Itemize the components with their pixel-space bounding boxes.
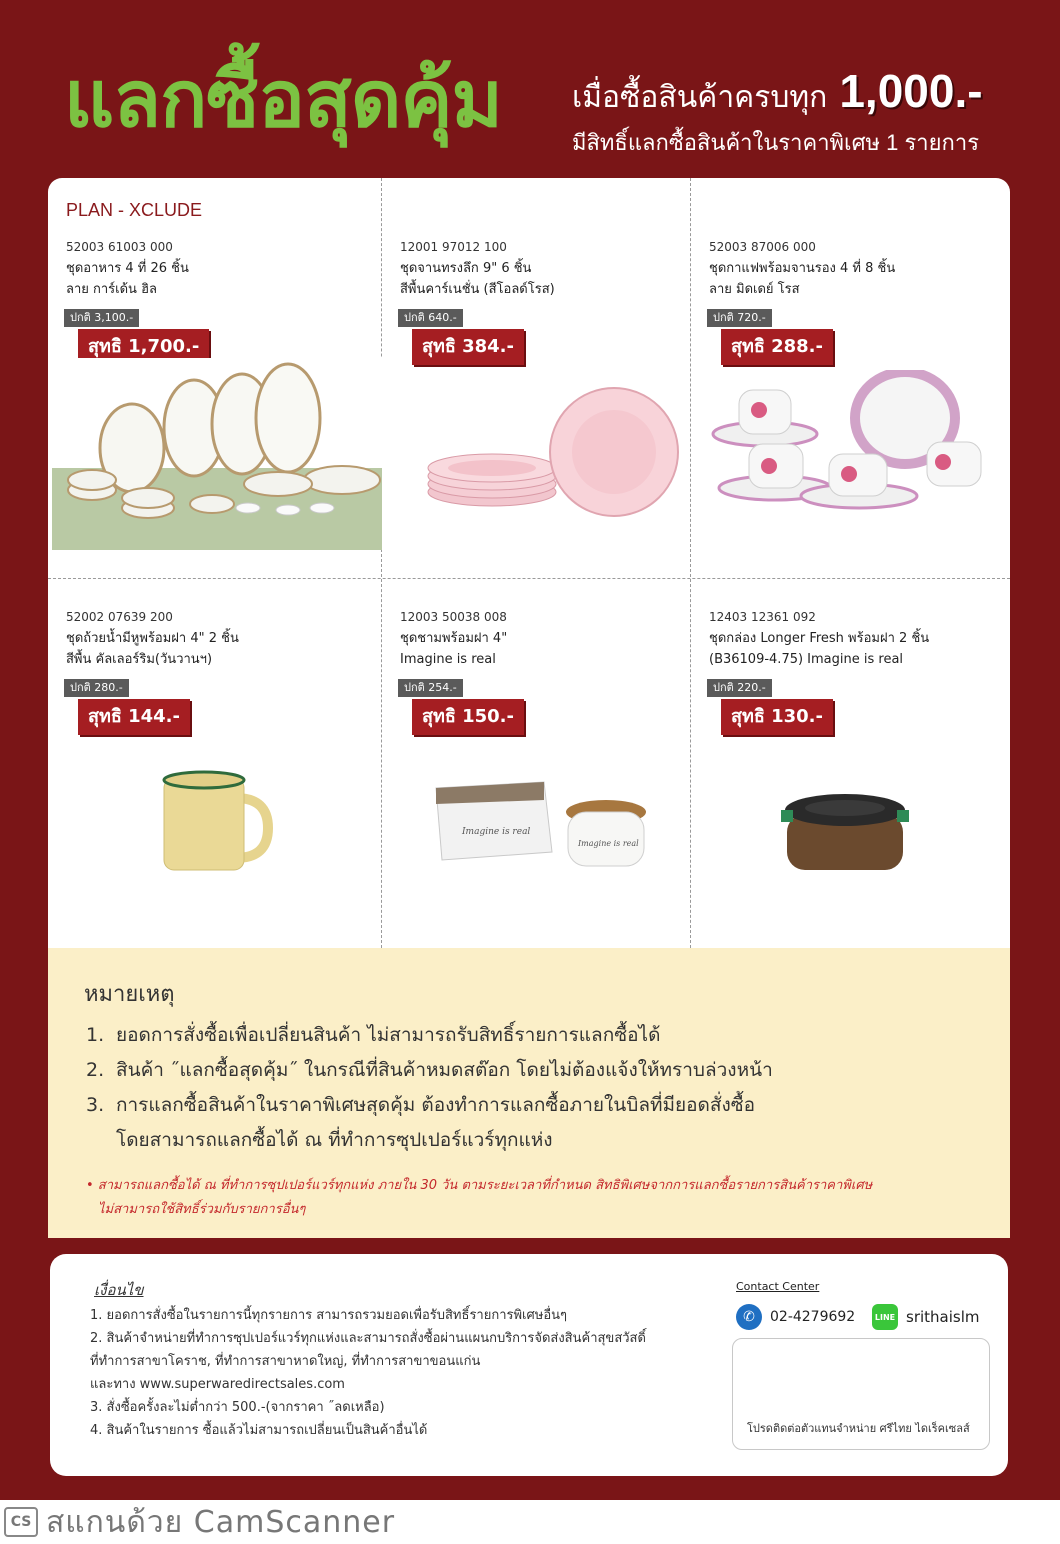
note-item-continued: โดยสามารถแลกซื้อได้ ณ ที่ทำการซุปเปอร์แวร์ทุกแห่ง [116, 1129, 553, 1151]
product-code: 12403 12361 092 [709, 610, 816, 624]
product-name: ชุดกล่อง Longer Fresh พร้อมฝา 2 ชิ้น [709, 631, 930, 646]
product-card [691, 178, 1010, 558]
product-code: 52003 87006 000 [709, 240, 816, 254]
camscanner-logo-icon: CS [4, 1507, 38, 1537]
product-code: 12001 97012 100 [400, 240, 507, 254]
product-card [48, 578, 368, 948]
note-text: ยอดการสั่งซื้อเพื่อเปลี่ยนสินค้า ไม่สามารถรับสิทธิ์รายการแลกซื้อได้ [116, 1024, 661, 1046]
conditions-title: เงื่อนไข [94, 1281, 144, 1299]
note-item [86, 1090, 755, 1120]
box-label: Imagine is real [462, 827, 531, 837]
camscanner-text: สแกนด้วย CamScanner [46, 1504, 396, 1540]
conditions-box [50, 1254, 1008, 1476]
special-price: สุทธิ 384.- [412, 329, 524, 365]
product-code: 52002 07639 200 [66, 610, 173, 624]
product-pattern: ลาย มิดเดย์ โรส [709, 282, 800, 297]
dinnerware-set-image [52, 358, 382, 550]
product-name: ชุดถ้วยน้ำมีหูพร้อมฝา 4" 2 ชิ้น [66, 631, 239, 646]
line-id: srithaislm [906, 1308, 980, 1326]
note-number: 2. [86, 1059, 105, 1081]
phone-number: 02-4279692 [770, 1309, 856, 1325]
normal-price: ปกติ 220.- [707, 679, 772, 697]
condition-line: 2. สินค้าจำหน่ายที่ทำการซุปเปอร์แวร์ทุกแห่งและสามารถสั่งซื้อผ่านแผนกบริการจัดส่งสินค้าสุขสวัสดิ์ [90, 1331, 646, 1346]
product-card [382, 178, 702, 558]
phone-icon: ✆ [736, 1304, 762, 1330]
promo-condition-line [572, 64, 983, 121]
dealer-note: โปรดติดต่อตัวแทนจำหน่าย ศรีไทย ไดเร็คเซลส์ [747, 1422, 970, 1435]
coffee-set-image [709, 370, 999, 530]
phone-contact[interactable] [736, 1304, 855, 1330]
note-title: หมายเหตุ [84, 982, 175, 1007]
product-name: ชุดอาหาร 4 ที่ 26 ชิ้น [66, 261, 189, 276]
note-number: 3. [86, 1094, 105, 1116]
product-card [48, 178, 368, 558]
contact-center-title: Contact Center [736, 1280, 820, 1293]
product-name: ชุดชามพร้อมฝา 4" [400, 631, 508, 646]
condition-line: 1. ยอดการสั่งซื้อในรายการนี้ทุกรายการ สามารถรวมยอดเพื่อรับสิทธิ์รายการพิเศษอื่นๆ [90, 1308, 568, 1323]
food-container-image [781, 788, 911, 878]
note-item [86, 1055, 773, 1085]
promo-amount: 1,000.- [839, 65, 983, 117]
promo-title: แลกซื้อสุดคุ้ม [64, 55, 502, 143]
special-price: สุทธิ 144.- [78, 699, 190, 735]
note-red-line: ไม่สามารถใช้สิทธิ์ร่วมกับรายการอื่นๆ [98, 1202, 306, 1217]
condition-line: 4. สินค้าในรายการ ซื้อแล้วไม่สามารถเปลี่ยนเป็นสินค้าอื่นได้ [90, 1423, 428, 1438]
product-name: ชุดกาแฟพร้อมจานรอง 4 ที่ 8 ชิ้น [709, 261, 896, 276]
promo-condition-text: เมื่อซื้อสินค้าครบทุก [572, 81, 828, 114]
normal-price: ปกติ 3,100.- [64, 309, 139, 327]
normal-price: ปกติ 254.- [398, 679, 463, 697]
normal-price: ปกติ 280.- [64, 679, 129, 697]
special-price: สุทธิ 150.- [412, 699, 524, 735]
promo-subtitle: มีสิทธิ์แลกซื้อสินค้าในราคาพิเศษ 1 รายการ [572, 130, 980, 155]
product-panel [48, 178, 1010, 948]
camscanner-watermark [4, 1500, 395, 1544]
special-price: สุทธิ 130.- [721, 699, 833, 735]
special-price: สุทธิ 288.- [721, 329, 833, 365]
product-pattern: ลาย การ์เด้น ฮิล [66, 282, 157, 297]
note-section [48, 948, 1010, 1238]
yellow-mug-image [158, 768, 278, 878]
product-card [382, 578, 702, 948]
special-price: สุทธิ 1,700.- [78, 329, 209, 365]
product-pattern: (B36109-4.75) Imagine is real [709, 652, 904, 667]
dealer-box [732, 1338, 990, 1450]
note-item [86, 1020, 660, 1050]
brand-label: PLAN - XCLUDE [66, 200, 203, 220]
promo-condition [572, 64, 983, 160]
normal-price: ปกติ 720.- [707, 309, 772, 327]
pink-plates-image [422, 378, 682, 528]
product-pattern: สีพื้น คัลเลอร์ริม(วันวานฯ) [66, 652, 213, 667]
condition-line: และทาง www.superwaredirectsales.com [90, 1377, 345, 1392]
note-text: การแลกซื้อสินค้าในราคาพิเศษสุดคุ้ม ต้องทำการแลกซื้อภายในบิลที่มียอดสั่งซื้อ [116, 1094, 756, 1116]
note-number: 1. [86, 1024, 105, 1046]
product-code: 12003 50038 008 [400, 610, 507, 624]
normal-price: ปกติ 640.- [398, 309, 463, 327]
bowl-label: Imagine is real [578, 839, 639, 848]
product-pattern: สีพื้นคาร์เนชั่น (สีโอลด์โรส) [400, 282, 555, 297]
condition-line: 3. สั่งซื้อครั้งละไม่ต่ำกว่า 500.-(จากราคา ˝ลดเหลือ) [90, 1400, 385, 1415]
note-text: สินค้า ˝แลกซื้อสุดคุ้ม˝ ในกรณีที่สินค้าหมดสต๊อก โดยไม่ต้องแจ้งให้ทราบล่วงหน้า [116, 1059, 773, 1081]
product-pattern: Imagine is real [400, 652, 496, 667]
line-contact[interactable] [872, 1304, 980, 1330]
condition-line: ที่ทำการสาขาโคราช, ที่ทำการสาขาหาดใหญ่, ที่ทำการสาขาขอนแก่น [90, 1354, 481, 1369]
product-code: 52003 61003 000 [66, 240, 173, 254]
product-card [691, 578, 1010, 948]
note-red-line: • สามารถแลกซื้อได้ ณ ที่ทำการซุปเปอร์แวร์ทุกแห่ง ภายใน 30 วัน ตามระยะเวลาที่กำหนด สิทธิพิเศษจากการแลกซื้อรายการสินค้าราคาพิเศษ [86, 1178, 873, 1193]
lidded-bowl-image [432, 778, 662, 888]
product-name: ชุดจานทรงลึก 9" 6 ชิ้น [400, 261, 532, 276]
line-icon: LINE [872, 1304, 898, 1330]
